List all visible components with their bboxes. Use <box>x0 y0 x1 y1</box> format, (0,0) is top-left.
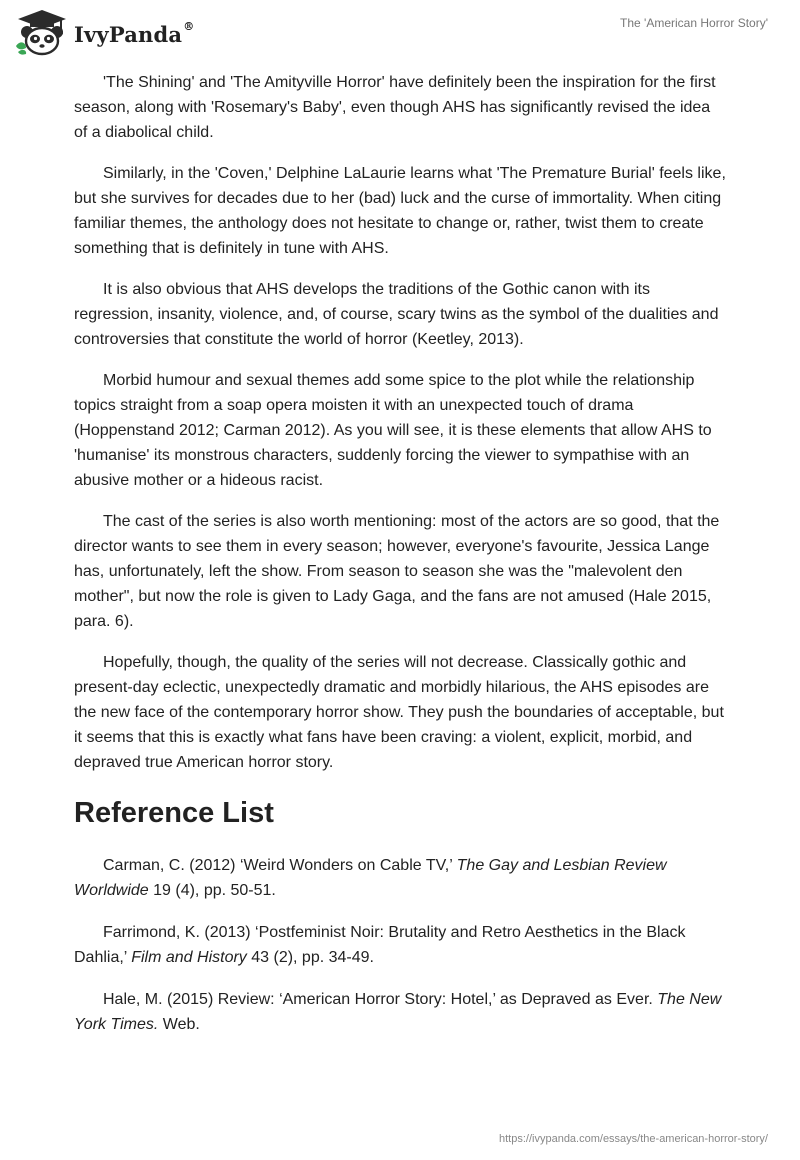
source-url-link[interactable]: https://ivypanda.com/essays/the-american-horror-story/ <box>499 1133 768 1145</box>
reference-source-title: The Gay and Lesbian Review Worldwide <box>74 857 667 899</box>
reference-details: Web. <box>158 1016 200 1033</box>
reference-authors: Farrimond, K. (2013) ‘Postfeminist Noir: Brutality and Retro Aesthetics in the Black Dahlia,’ <box>74 924 686 966</box>
body-paragraph: The cast of the series is also worth mentioning: most of the actors are so good, that the director wants to see them in every season; however, everyone's favourite, Jessica Lange has, unfortunately, left the show. From season to season she was the "malevolent den mother", but now the role is given to Lady Gaga, and the fans are not amused (Hale 2015, para. 6). <box>74 513 720 630</box>
reference-list-heading: Reference List <box>74 797 274 829</box>
brand-name: IvyPanda® <box>74 19 195 47</box>
reference-entry <box>74 920 726 970</box>
reference-details: 19 (4), pp. 50-51. <box>148 882 276 899</box>
reference-source-title: Film and History <box>131 949 247 966</box>
reference-details: 43 (2), pp. 34-49. <box>246 949 374 966</box>
reference-entry <box>74 987 726 1037</box>
body-paragraph: Similarly, in the 'Coven,' Delphine LaLaurie learns what 'The Premature Burial' feels like, but she survives for decades due to her (bad) luck and the curse of immortality. When citing familiar themes, the anthology does not hesitate to change or, rather, twist them to create something that is definitely in tune with AHS. <box>74 165 726 257</box>
registered-mark: ® <box>183 19 195 33</box>
running-title: The 'American Horror Story' <box>620 16 768 30</box>
body-paragraph: It is also obvious that AHS develops the traditions of the Gothic canon with its regression, insanity, violence, and, of course, scary twins as the symbol of the dualities and controversies that constitute the world of horror (Keetley, 2013). <box>74 281 719 348</box>
body-paragraph: Hopefully, though, the quality of the series will not decrease. Classically gothic and present-day eclectic, unexpectedly dramatic and morbidly hilarious, the AHS episodes are the new face of the contemporary horror show. They push the boundaries of acceptable, but it seems that this is exactly what fans have been craving: a violent, explicit, morbid, and depraved true American horror story. <box>74 654 724 771</box>
body-paragraph: 'The Shining' and 'The Amityville Horror' have definitely been the inspiration for the first season, along with 'Rosemary's Baby', even though AHS has significantly revised the idea of a diabolical child. <box>74 74 716 141</box>
reference-authors: Carman, C. (2012) ‘Weird Wonders on Cable TV,’ <box>103 857 457 874</box>
reference-entry <box>74 853 726 903</box>
panda-graduate-icon <box>14 8 70 56</box>
page-header <box>0 0 800 70</box>
reference-authors: Hale, M. (2015) Review: ‘American Horror Story: Hotel,’ as Depraved as Ever. <box>103 991 658 1008</box>
ivypanda-logo[interactable] <box>14 8 194 56</box>
body-paragraph: Morbid humour and sexual themes add some spice to the plot while the relationship topics straight from a soap opera moisten it with an unexpected touch of drama (Hoppenstand 2012; Carman 2012). As you will see, it is these elements that allow AHS to 'humanise' its monstrous characters, suddenly forcing the viewer to sympathise with an abusive mother or a hideous racist. <box>74 372 712 489</box>
essay-content <box>74 70 726 1054</box>
reference-source-title: The New York Times. <box>74 991 722 1033</box>
